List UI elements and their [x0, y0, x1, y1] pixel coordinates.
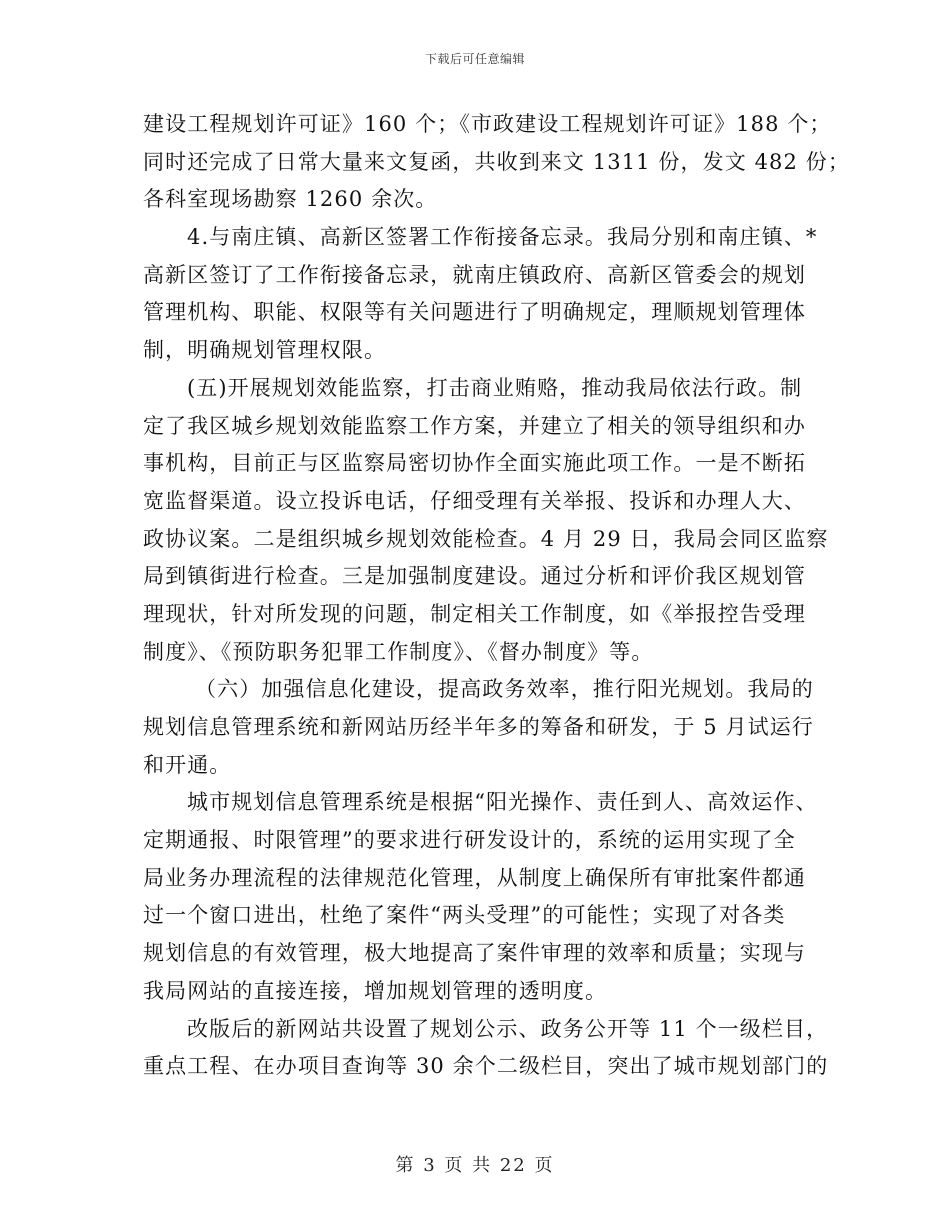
text-line: 规划信息的有效管理，极大地提高了案件审理的效率和质量；实现与 — [143, 941, 806, 966]
text-line: 局业务办理流程的法律规范化管理，从制度上确保所有审批案件都通 — [143, 865, 806, 890]
text-line: 和开通。 — [143, 752, 232, 777]
text-line: 城市规划信息管理系统是根据“阳光操作、责任到人、高效运作、 — [187, 790, 818, 815]
text-line: 我局网站的直接连接，增加规划管理的透明度。 — [143, 978, 608, 1003]
text-line: 制，明确规划管理权限。 — [143, 338, 387, 363]
text-line: 政协议案。二是组织城乡规划效能检查。4 月 29 日，我局会同区监察 — [143, 526, 829, 551]
text-line: 建设工程规划许可证》160 个；《市政建设工程规划许可证》188 个； — [143, 112, 832, 136]
text-line: 管理机构、职能、权限等有关问题进行了明确规定，理顺规划管理体 — [143, 300, 806, 325]
text-line: 改版后的新网站共设置了规划公示、政务公开等 11 个一级栏目， — [187, 1016, 829, 1041]
text-line: 定期通报、时限管理”的要求进行研发设计的，系统的运用实现了全 — [143, 828, 796, 853]
page-number: 第 3 页 共 22 页 — [395, 1155, 555, 1176]
document-body — [143, 106, 850, 1086]
text-line: 过一个窗口进出，杜绝了案件“两头受理”的可能性；实现了对各类 — [143, 903, 786, 928]
text-line: 重点工程、在办项目查询等 30 余个二级栏目，突出了城市规划部门的 — [143, 1054, 829, 1079]
text-line: 规划信息管理系统和新网站历经半年多的筹备和研发，于 5 月试运行 — [143, 715, 814, 739]
page-header: 下载后可任意编辑 — [424, 52, 525, 66]
text-line: 理现状，针对所发现的问题，制定相关工作制度，如《举报控告受理 — [143, 601, 806, 626]
text-line: 局到镇街进行检查。三是加强制度建设。通过分析和评价我区规划管 — [143, 564, 806, 589]
text-line: 同时还完成了日常大量来文复函，共收到来文 1311 份，发文 482 份； — [143, 149, 850, 174]
text-line: 4.与南庄镇、高新区签署工作衔接备忘录。我局分别和南庄镇、* — [187, 225, 818, 250]
text-line: 宽监督渠道。设立投诉电话，仔细受理有关举报、投诉和办理人大、 — [143, 488, 806, 513]
text-line: 定了我区城乡规划效能监察工作方案，并建立了相关的领导组织和办 — [143, 413, 806, 438]
text-line: 各科室现场勘察 1260 余次。 — [143, 187, 438, 212]
text-line: （六）加强信息化建设，提高政务效率，推行阳光规划。我局的 — [195, 677, 814, 702]
text-line: 高新区签订了工作衔接备忘录，就南庄镇政府、高新区管委会的规划 — [143, 262, 806, 287]
text-line: 制度》、《预防职务犯罪工作制度》、《督办制度》等。 — [143, 639, 654, 664]
text-line: (五)开展规划效能监察，打击商业贿赂，推动我局依法行政。制 — [187, 375, 803, 400]
text-line: 事机构，目前正与区监察局密切协作全面实施此项工作。一是不断拓 — [143, 451, 806, 476]
